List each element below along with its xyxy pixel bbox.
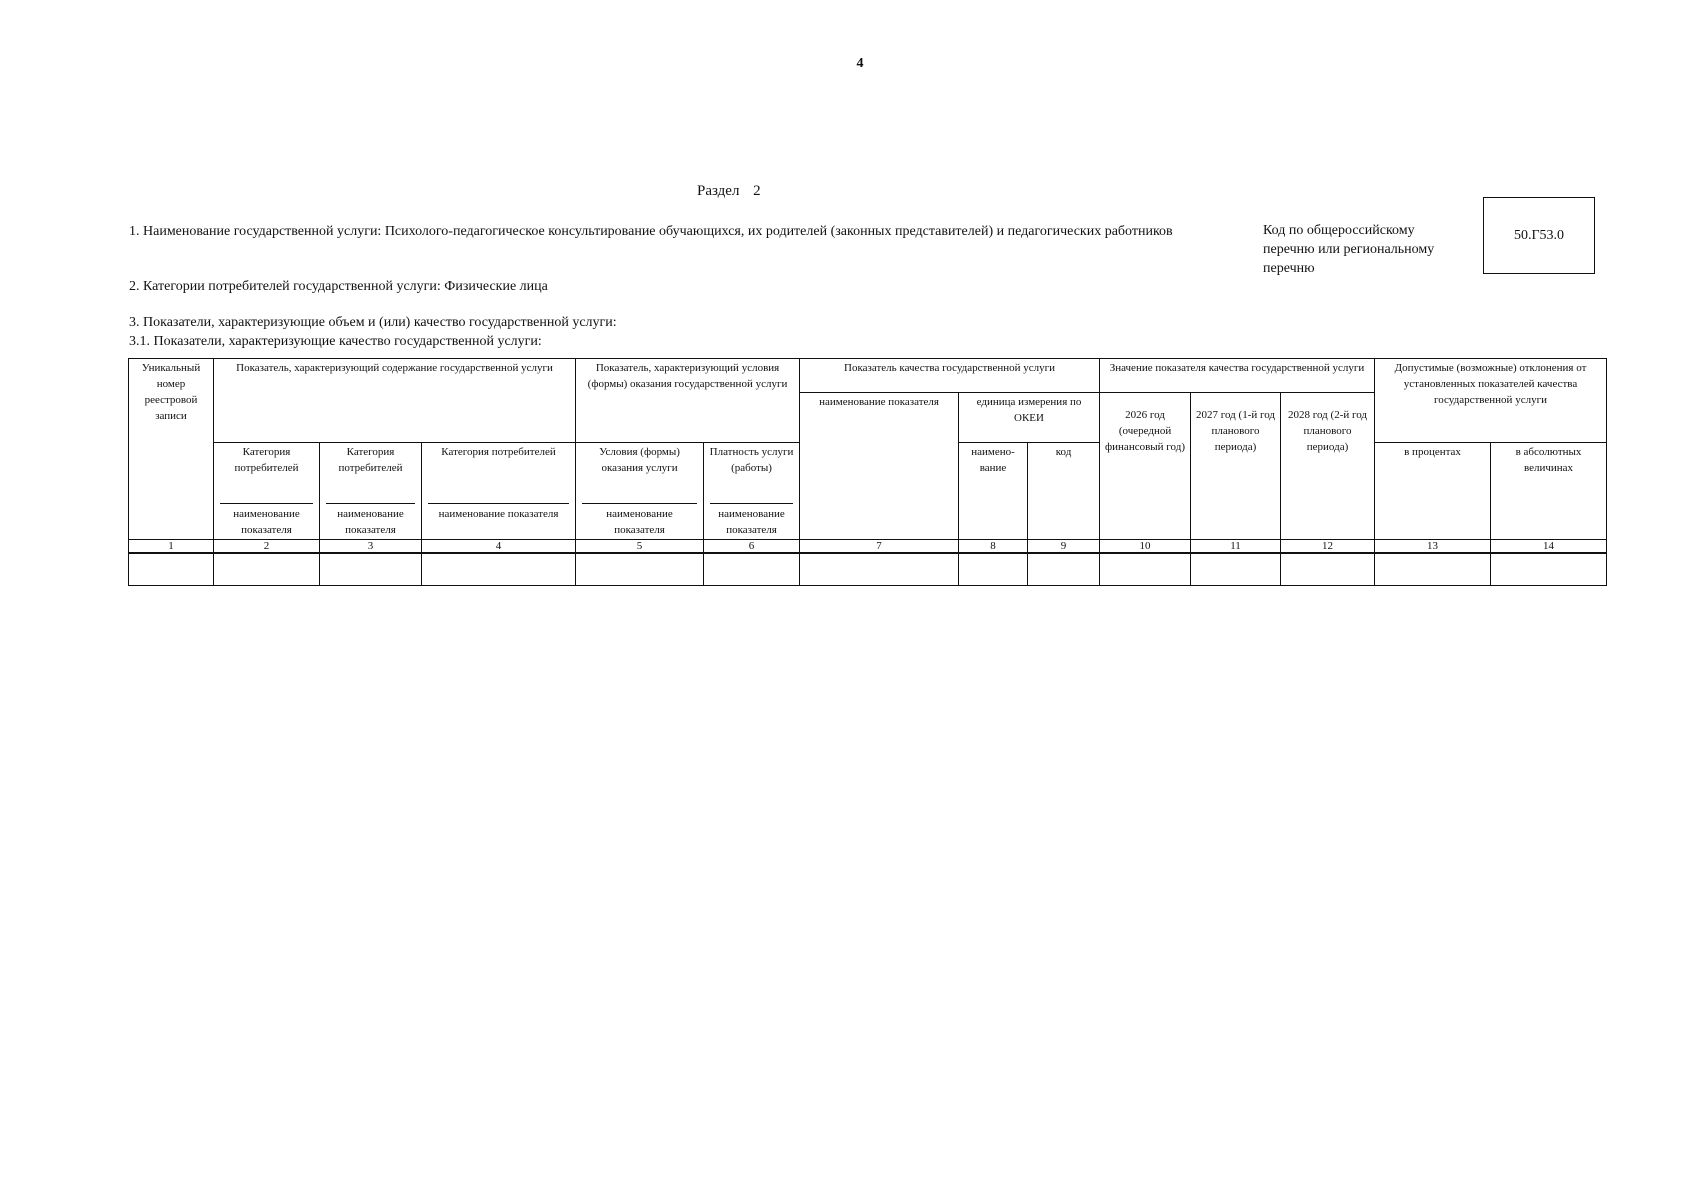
header-subname-4-text: наименование показателя bbox=[428, 503, 569, 522]
column-number-row bbox=[129, 539, 1607, 553]
header-indicator-name: наименование показателя bbox=[800, 393, 959, 540]
header-unit-code: код bbox=[1028, 443, 1100, 540]
table-cell bbox=[1028, 553, 1100, 586]
header-subname-3 bbox=[320, 502, 422, 540]
header-subname-6-text: наименование показателя bbox=[710, 503, 793, 538]
header-category-3: Категория потребителей bbox=[422, 443, 576, 502]
page-number: 4 bbox=[856, 56, 864, 71]
registry-code-box bbox=[1483, 197, 1595, 274]
header-deviation-percent: в процентах bbox=[1375, 443, 1491, 540]
header-category-1: Категория потребителей bbox=[214, 443, 320, 502]
header-unit-okei: единица измерения по ОКЕИ bbox=[959, 393, 1100, 443]
registry-code-value: 50.Г53.0 bbox=[1513, 227, 1565, 243]
header-service-form: Условия (формы) оказания услуги bbox=[576, 443, 704, 502]
table-cell bbox=[704, 553, 800, 586]
column-number: 14 bbox=[1491, 539, 1607, 553]
header-subname-2-text: наименование показателя bbox=[220, 503, 313, 538]
column-number: 2 bbox=[214, 539, 320, 553]
table-cell bbox=[1491, 553, 1607, 586]
column-number: 10 bbox=[1100, 539, 1191, 553]
column-number: 6 bbox=[704, 539, 800, 553]
header-deviation-absolute: в абсолютных величинах bbox=[1491, 443, 1607, 540]
header-subname-6 bbox=[704, 502, 800, 540]
header-subname-4 bbox=[422, 502, 576, 540]
header-subname-3-text: наименование показателя bbox=[326, 503, 415, 538]
service-name-line: 1. Наименование государственной услуги: Психолого-педагогическое консультирование обучающихся, их родителей (законных представителей) и педагогических работников bbox=[129, 224, 1173, 239]
table-cell bbox=[959, 553, 1028, 586]
table-row bbox=[129, 553, 1607, 586]
table-cell bbox=[320, 553, 422, 586]
table-cell bbox=[800, 553, 959, 586]
registry-code-label: Код по общероссийскому перечню или региональному перечню bbox=[1263, 223, 1435, 276]
table-cell bbox=[1100, 553, 1191, 586]
column-number: 7 bbox=[800, 539, 959, 553]
header-subname-5-text: наименование показателя bbox=[582, 503, 697, 538]
column-number: 9 bbox=[1028, 539, 1100, 553]
header-year-2028: 2028 год (2-й год планового периода) bbox=[1281, 393, 1375, 540]
table-cell bbox=[576, 553, 704, 586]
header-subname-5 bbox=[576, 502, 704, 540]
consumers-line: 2. Категории потребителей государственной услуги: Физические лица bbox=[129, 279, 548, 294]
indicators-line: 3. Показатели, характеризующие объем и (или) качество государственной услуги: bbox=[129, 315, 617, 330]
header-year-2027: 2027 год (1-й год планового периода) bbox=[1191, 393, 1281, 540]
table-cell bbox=[1191, 553, 1281, 586]
column-number: 12 bbox=[1281, 539, 1375, 553]
header-unique-number: Уникальный номер реестровой записи bbox=[129, 359, 214, 540]
header-service-paid: Платность услуги (работы) bbox=[704, 443, 800, 502]
header-quality-indicator: Показатель качества государственной услуги bbox=[800, 359, 1100, 393]
column-number: 13 bbox=[1375, 539, 1491, 553]
header-unit-name: наимено-вание bbox=[959, 443, 1028, 540]
header-year-2026: 2026 год (очередной финансовый год) bbox=[1100, 393, 1191, 540]
quality-indicators-table bbox=[128, 358, 1607, 586]
column-number: 4 bbox=[422, 539, 576, 553]
column-number: 3 bbox=[320, 539, 422, 553]
table-cell bbox=[1375, 553, 1491, 586]
column-number: 1 bbox=[129, 539, 214, 553]
header-subname-2 bbox=[214, 502, 320, 540]
table-cell bbox=[129, 553, 214, 586]
column-number: 5 bbox=[576, 539, 704, 553]
table-cell bbox=[422, 553, 576, 586]
table-cell bbox=[214, 553, 320, 586]
header-content-indicator: Показатель, характеризующий содержание государственной услуги bbox=[214, 359, 576, 443]
quality-indicators-line: 3.1. Показатели, характеризующие качество государственной услуги: bbox=[129, 334, 542, 349]
header-conditions-indicator: Показатель, характеризующий условия (формы) оказания государственной услуги bbox=[576, 359, 800, 443]
header-allowed-deviation: Допустимые (возможные) отклонения от установленных показателей качества государственной услуги bbox=[1375, 359, 1607, 443]
header-indicator-value: Значение показателя качества государственной услуги bbox=[1100, 359, 1375, 393]
header-category-2: Категория потребителей bbox=[320, 443, 422, 502]
column-number: 11 bbox=[1191, 539, 1281, 553]
table-cell bbox=[1281, 553, 1375, 586]
column-number: 8 bbox=[959, 539, 1028, 553]
section-heading: Раздел 2 bbox=[697, 183, 761, 199]
